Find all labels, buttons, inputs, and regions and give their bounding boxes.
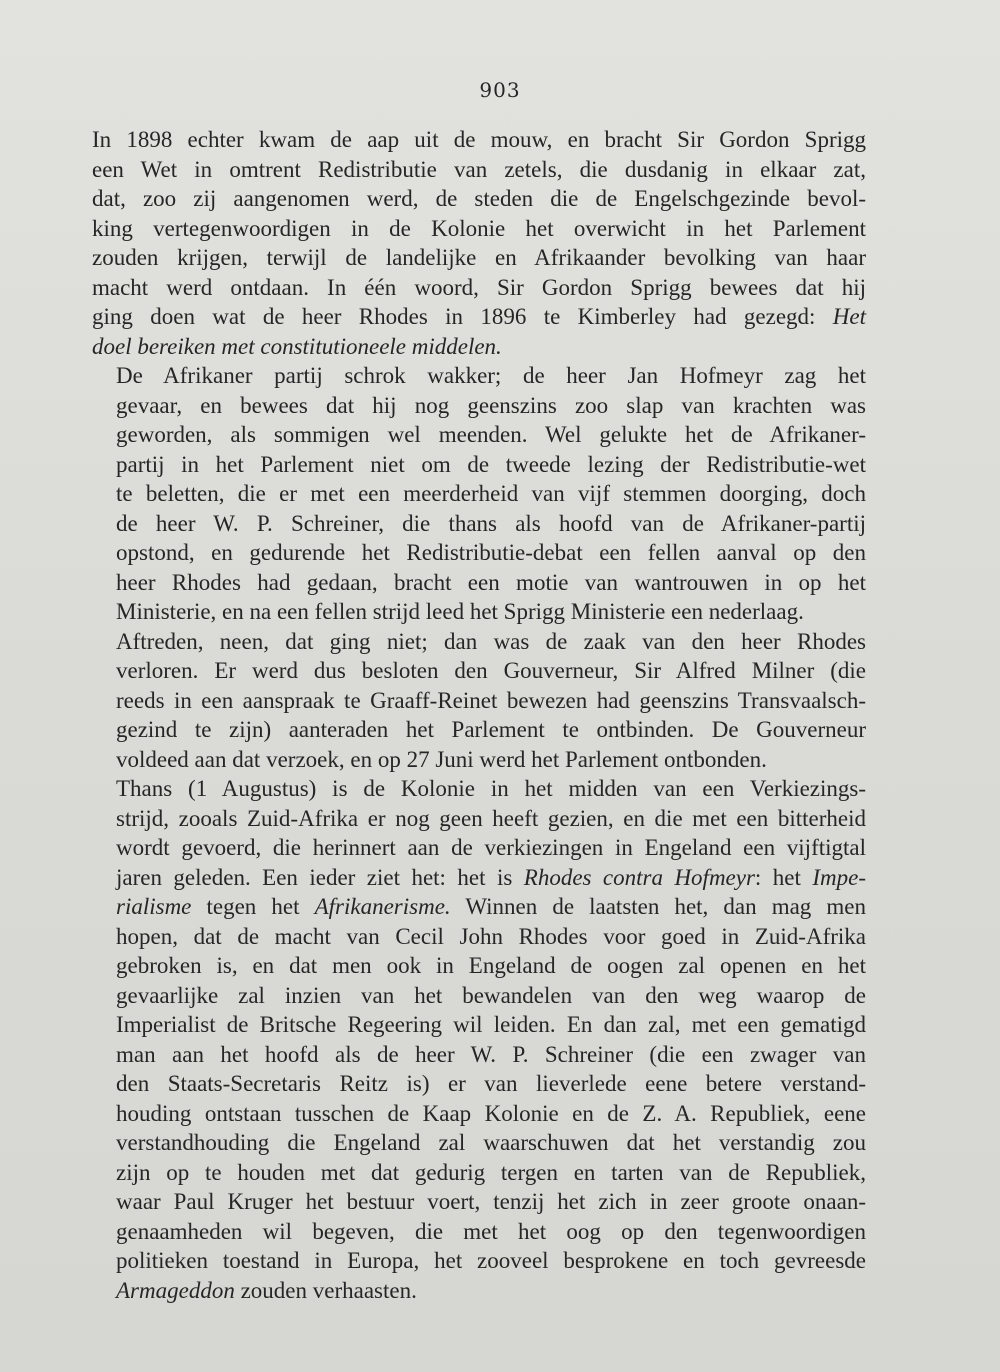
paragraph	[92, 125, 866, 361]
text-line	[92, 1069, 866, 1099]
text-run: waar Paul Kruger het bestuur voert, tenzij het zich in zeer groote onaan-	[116, 1189, 866, 1214]
text-line	[92, 745, 866, 775]
text-run: man aan het hoofd als de heer W. P. Schreiner (die een zwager van	[116, 1041, 866, 1067]
text-run: verstandhouding die Engeland zal waarschuwen dat het verstandig zou	[116, 1130, 866, 1155]
text-line	[92, 538, 866, 568]
text-run: strijd, zooals Zuid-Afrika er nog geen heeft gezien, en die met een bitterheid	[116, 805, 866, 831]
text-line	[92, 391, 866, 421]
text-run: te beletten, die er met een meerderheid van vijf stemmen doorging, doch	[116, 481, 866, 506]
text-line	[92, 214, 866, 244]
text-line	[92, 1217, 866, 1247]
italic-text: doel bereiken met constitutioneele middelen.	[92, 333, 502, 359]
text-run: wordt gevoerd, die herinnert aan de verkiezingen in Engeland een vijftigtal	[116, 835, 866, 860]
text-line	[92, 981, 866, 1011]
text-line	[92, 1276, 866, 1306]
text-run: : het	[754, 864, 813, 890]
text-line	[92, 863, 866, 893]
text-line	[92, 686, 866, 716]
text-line	[92, 479, 866, 509]
text-run: dat, zoo zij aangenomen werd, de steden die de Engelschgezinde bevol-	[92, 186, 866, 211]
text-run: voldeed aan dat verzoek, en op 27 Juni werd het Parlement ontbonden.	[116, 746, 767, 772]
text-run: Winnen de laatsten het, dan mag men	[450, 894, 867, 919]
text-run: Thans (1 Augustus) is de Kolonie in het midden van een Verkiezings-	[116, 776, 866, 801]
text-run: de heer W. P. Schreiner, die thans als hoofd van de Afrikaner-partij	[116, 510, 866, 536]
body-text	[92, 125, 866, 1305]
text-line	[92, 1128, 866, 1158]
text-line	[92, 774, 866, 804]
italic-text: Afrikanerisme.	[314, 894, 451, 919]
text-line	[92, 420, 866, 450]
text-run: gevaarlijke zal inzien van het bewandelen van den weg waarop de	[116, 982, 866, 1008]
text-line	[92, 361, 866, 391]
text-line	[92, 302, 866, 332]
text-line	[92, 1040, 866, 1070]
text-run: gevaar, en bewees dat hij nog geenszins zoo slap van krachten was	[116, 392, 866, 418]
text-run: Aftreden, neen, dat ging niet; dan was de zaak van den heer Rhodes	[116, 628, 866, 654]
text-line	[92, 273, 866, 303]
text-run: opstond, en gedurende het Redistributie-debat een fellen aanval op den	[116, 540, 866, 565]
text-line	[92, 1246, 866, 1276]
text-run: ging doen wat de heer Rhodes in 1896 te Kimberley had gezegd:	[92, 304, 833, 329]
text-line	[92, 1099, 866, 1129]
text-line	[92, 597, 866, 627]
text-line	[92, 833, 866, 863]
italic-text: Het	[832, 304, 866, 329]
text-line	[92, 656, 866, 686]
text-run: jaren geleden. Een ieder ziet het: het is	[116, 864, 524, 890]
text-run: hopen, dat de macht van Cecil John Rhodes voor goed in Zuid-Afrika	[116, 923, 866, 949]
text-run: den Staats-Secretaris Reitz is) er van lieverlede eene betere verstand-	[116, 1071, 866, 1096]
text-run: gebroken is, en dat men ook in Engeland de oogen zal openen en het	[116, 953, 866, 978]
text-run: macht werd ontdaan. In één woord, Sir Gordon Sprigg bewees dat hij	[92, 274, 866, 300]
text-run: een Wet in omtrent Redistributie van zetels, die dusdanig in elkaar zat,	[92, 156, 866, 182]
text-line	[92, 1187, 866, 1217]
text-run: verloren. Er werd dus besloten den Gouverneur, Sir Alfred Milner (die	[116, 658, 866, 683]
text-run: heer Rhodes had gedaan, bracht een motie van wantrouwen in op het	[116, 569, 866, 595]
text-run: zouden verhaasten.	[234, 1277, 417, 1303]
text-line	[92, 951, 866, 981]
text-line	[92, 922, 866, 952]
text-line	[92, 715, 866, 745]
text-run: politieken toestand in Europa, het zooveel besprokene en toch gevreesde	[116, 1248, 866, 1273]
text-run: genaamheden wil begeven, die met het oog op den tegenwoordigen	[116, 1218, 866, 1244]
text-run: houding ontstaan tusschen de Kaap Kolonie en de Z. A. Republiek, eene	[116, 1100, 866, 1126]
text-line	[92, 568, 866, 598]
text-run: partij in het Parlement niet om de tweede lezing der Redistributie-wet	[116, 451, 866, 477]
text-run: gezind te zijn) aanteraden het Parlement te ontbinden. De Gouverneur	[116, 717, 866, 742]
italic-text: Impe-	[812, 864, 866, 890]
text-line	[92, 184, 866, 214]
text-run: zouden krijgen, terwijl de landelijke en Afrikaander bevolking van haar	[92, 245, 866, 270]
text-run: king vertegenwoordigen in de Kolonie het overwicht in het Parlement	[92, 215, 866, 241]
paragraph	[92, 774, 866, 1305]
italic-text: Rhodes contra Hofmeyr	[523, 864, 755, 890]
text-line	[92, 804, 866, 834]
text-line	[92, 332, 866, 362]
text-line	[92, 450, 866, 480]
text-line	[92, 627, 866, 657]
text-run: zijn op te houden met dat gedurig tergen en tarten van de Republiek,	[116, 1159, 866, 1185]
text-line	[92, 1158, 866, 1188]
italic-text: Armageddon	[116, 1277, 235, 1303]
text-line	[92, 155, 866, 185]
text-line	[92, 243, 866, 273]
italic-text: rialisme	[116, 894, 192, 919]
page-number: 903	[479, 78, 521, 102]
text-run: Ministerie, en na een fellen strijd leed het Sprigg Ministerie een nederlaag.	[116, 599, 804, 624]
text-line	[92, 125, 866, 155]
text-run: geworden, als sommigen wel meenden. Wel gelukte het de Afrikaner-	[116, 422, 866, 447]
text-run: De Afrikaner partij schrok wakker; de heer Jan Hofmeyr zag het	[116, 363, 866, 388]
text-run: tegen het	[191, 894, 315, 919]
text-line	[92, 509, 866, 539]
text-line	[92, 1010, 866, 1040]
text-line	[92, 892, 866, 922]
text-run: In 1898 echter kwam de aap uit de mouw, en bracht Sir Gordon Sprigg	[92, 127, 866, 152]
paragraph	[92, 627, 866, 775]
text-run: Imperialist de Britsche Regeering wil leiden. En dan zal, met een gematigd	[116, 1012, 866, 1037]
text-run: reeds in een aanspraak te Graaff-Reinet bewezen had geenszins Transvaalsch-	[116, 687, 866, 713]
paragraph	[92, 361, 866, 627]
